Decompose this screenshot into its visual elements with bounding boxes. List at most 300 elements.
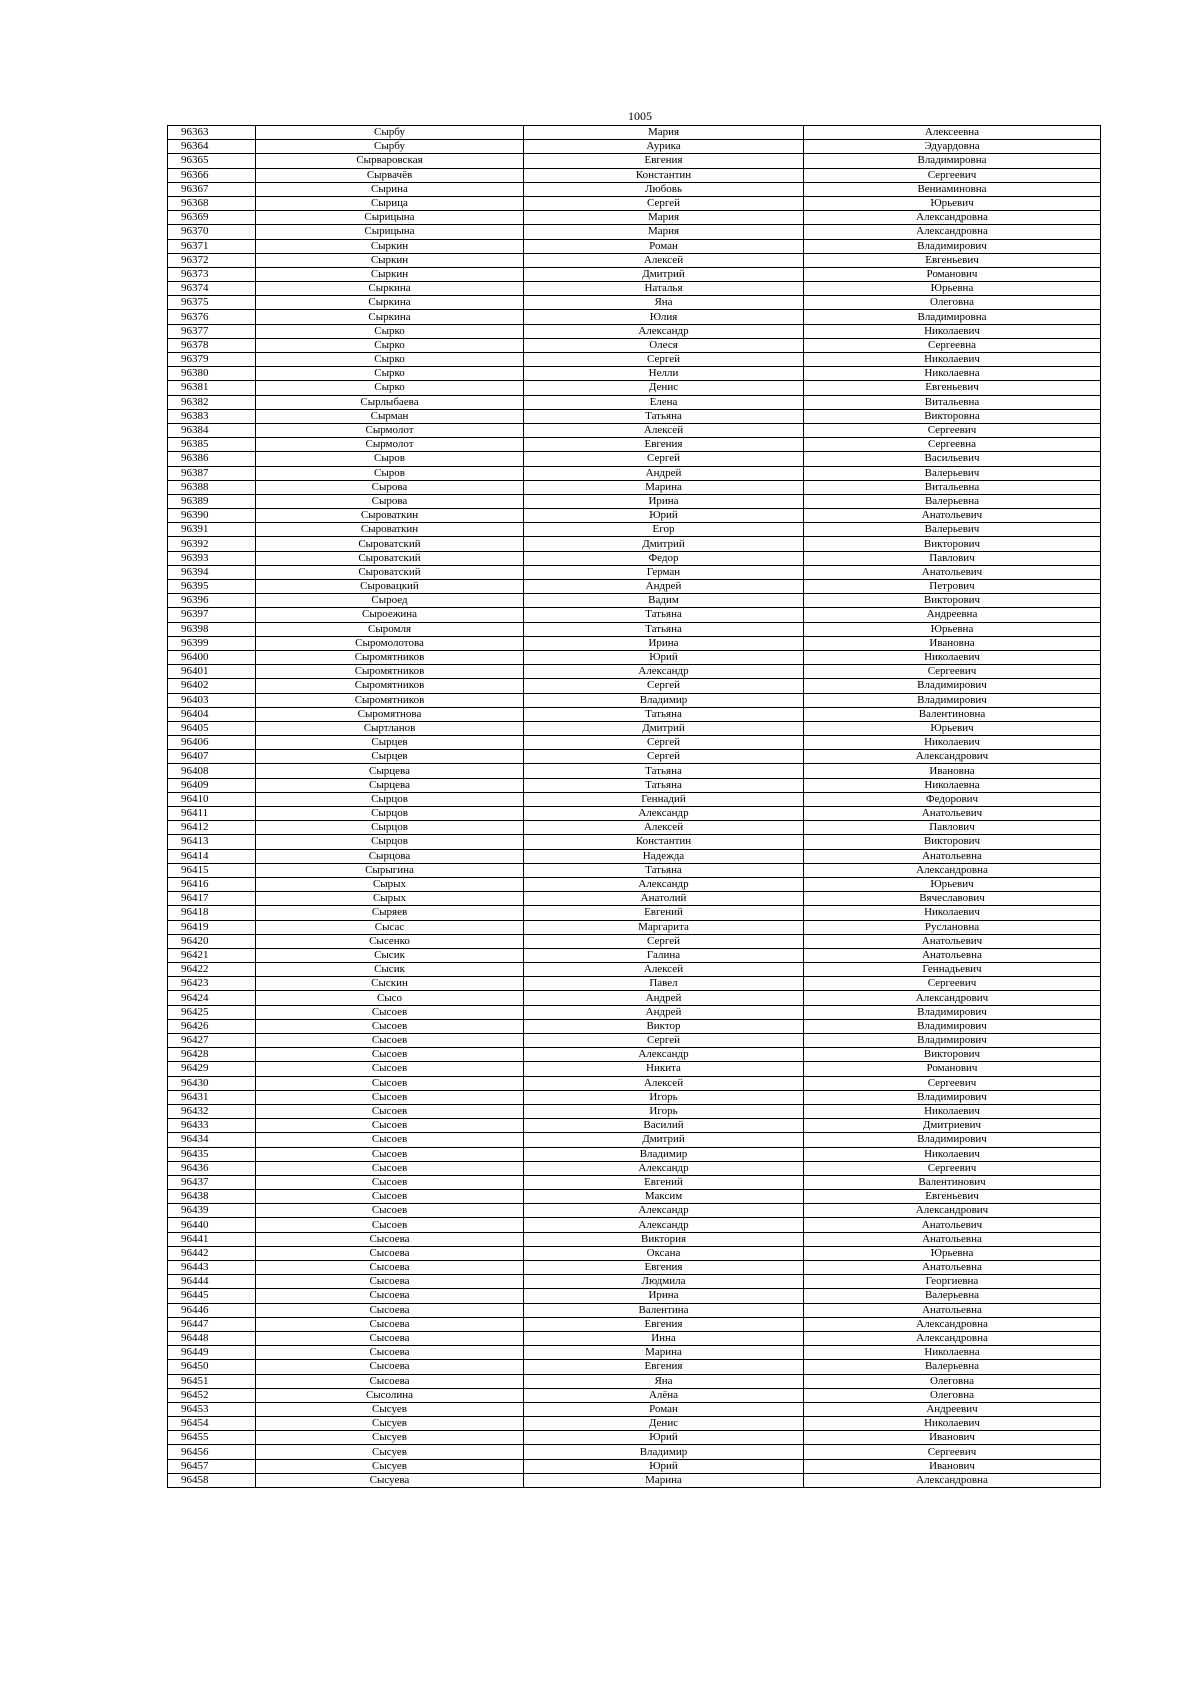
first-name-cell: Юрий [524,1431,804,1445]
table-row [168,296,1101,310]
first-name-cell: Марина [524,1346,804,1360]
table-row [168,750,1101,764]
row-number-cell: 96363 [168,126,256,140]
table-row [168,1119,1101,1133]
table-row [168,381,1101,395]
first-name-cell: Егор [524,523,804,537]
table-row [168,1161,1101,1175]
table-row [168,906,1101,920]
row-number-cell: 96413 [168,835,256,849]
first-name-cell: Сергей [524,934,804,948]
row-number-cell: 96422 [168,963,256,977]
row-number-cell: 96420 [168,934,256,948]
first-name-cell: Евгения [524,154,804,168]
table-row [168,1303,1101,1317]
patronymic-cell: Анатольевна [804,1232,1101,1246]
surname-cell: Сырко [256,367,524,381]
table-row [168,452,1101,466]
first-name-cell: Ирина [524,494,804,508]
row-number-cell: 96405 [168,721,256,735]
surname-cell: Сырцев [256,750,524,764]
surname-cell: Сысас [256,920,524,934]
surname-cell: Сырцова [256,849,524,863]
first-name-cell: Алёна [524,1388,804,1402]
first-name-cell: Мария [524,225,804,239]
surname-cell: Сыромятников [256,693,524,707]
surname-cell: Сысоев [256,1190,524,1204]
surname-cell: Сырмолот [256,438,524,452]
table-row [168,622,1101,636]
surname-cell: Сыров [256,466,524,480]
row-number-cell: 96415 [168,863,256,877]
table-row [168,338,1101,352]
row-number-cell: 96424 [168,991,256,1005]
first-name-cell: Марина [524,1473,804,1487]
table-row [168,523,1101,537]
patronymic-cell: Юрьевна [804,282,1101,296]
patronymic-cell: Николаевич [804,650,1101,664]
first-name-cell: Людмила [524,1275,804,1289]
table-row [168,835,1101,849]
row-number-cell: 96421 [168,948,256,962]
patronymic-cell: Владимирович [804,1090,1101,1104]
first-name-cell: Василий [524,1119,804,1133]
row-number-cell: 96431 [168,1090,256,1104]
patronymic-cell: Юрьевич [804,721,1101,735]
first-name-cell: Алексей [524,1076,804,1090]
row-number-cell: 96449 [168,1346,256,1360]
patronymic-cell: Ивановна [804,636,1101,650]
table-row [168,1374,1101,1388]
surname-cell: Сыромятников [256,650,524,664]
surname-cell: Сыроватский [256,565,524,579]
row-number-cell: 96443 [168,1261,256,1275]
first-name-cell: Надежда [524,849,804,863]
patronymic-cell: Николаевна [804,778,1101,792]
row-number-cell: 96380 [168,367,256,381]
patronymic-cell: Викторович [804,594,1101,608]
patronymic-cell: Павлович [804,551,1101,565]
surname-cell: Сысоева [256,1261,524,1275]
surname-cell: Сырко [256,353,524,367]
surname-cell: Сыскин [256,977,524,991]
surname-cell: Сысоев [256,1076,524,1090]
surname-cell: Сысоева [256,1374,524,1388]
patronymic-cell: Анатольевич [804,565,1101,579]
first-name-cell: Александр [524,807,804,821]
row-number-cell: 96388 [168,480,256,494]
row-number-cell: 96430 [168,1076,256,1090]
surname-cell: Сысолина [256,1388,524,1402]
table-row [168,1317,1101,1331]
table-row [168,1090,1101,1104]
patronymic-cell: Николаевич [804,736,1101,750]
row-number-cell: 96444 [168,1275,256,1289]
surname-cell: Сырцов [256,821,524,835]
row-number-cell: 96406 [168,736,256,750]
patronymic-cell: Федорович [804,792,1101,806]
table-row [168,1445,1101,1459]
surname-cell: Сысоева [256,1360,524,1374]
row-number-cell: 96427 [168,1034,256,1048]
patronymic-cell: Юрьевич [804,196,1101,210]
patronymic-cell: Иванович [804,1431,1101,1445]
row-number-cell: 96389 [168,494,256,508]
patronymic-cell: Алексеевна [804,126,1101,140]
first-name-cell: Сергей [524,452,804,466]
first-name-cell: Юлия [524,310,804,324]
first-name-cell: Владимир [524,1445,804,1459]
first-name-cell: Евгения [524,1317,804,1331]
surname-cell: Сысоев [256,1133,524,1147]
row-number-cell: 96450 [168,1360,256,1374]
first-name-cell: Инна [524,1331,804,1345]
page-number: 1005 [628,109,652,123]
first-name-cell: Александр [524,1218,804,1232]
row-number-cell: 96373 [168,267,256,281]
first-name-cell: Андрей [524,1005,804,1019]
surname-cell: Сыроваткин [256,509,524,523]
surname-cell: Сысуев [256,1431,524,1445]
first-name-cell: Владимир [524,1147,804,1161]
table-row [168,551,1101,565]
first-name-cell: Любовь [524,182,804,196]
patronymic-cell: Николаевич [804,353,1101,367]
surname-cell: Сысуев [256,1445,524,1459]
first-name-cell: Алексей [524,821,804,835]
table-row [168,438,1101,452]
patronymic-cell: Владимировна [804,310,1101,324]
table-row [168,721,1101,735]
row-number-cell: 96393 [168,551,256,565]
row-number-cell: 96411 [168,807,256,821]
patronymic-cell: Николаевич [804,906,1101,920]
surname-cell: Сысоева [256,1346,524,1360]
table-row [168,239,1101,253]
patronymic-cell: Павлович [804,821,1101,835]
surname-cell: Сырцева [256,764,524,778]
patronymic-cell: Дмитриевич [804,1119,1101,1133]
surname-cell: Сыркина [256,310,524,324]
surname-cell: Сырыгина [256,863,524,877]
row-number-cell: 96426 [168,1019,256,1033]
row-number-cell: 96391 [168,523,256,537]
patronymic-cell: Романович [804,267,1101,281]
patronymic-cell: Владимирович [804,679,1101,693]
surname-cell: Сыроватский [256,551,524,565]
surname-cell: Сысо [256,991,524,1005]
table-row [168,494,1101,508]
first-name-cell: Галина [524,948,804,962]
first-name-cell: Константин [524,835,804,849]
surname-cell: Сысоева [256,1246,524,1260]
patronymic-cell: Эдуардовна [804,140,1101,154]
first-name-cell: Татьяна [524,622,804,636]
patronymic-cell: Владимирович [804,1133,1101,1147]
table-row [168,324,1101,338]
first-name-cell: Маргарита [524,920,804,934]
surname-cell: Сырицына [256,211,524,225]
table-row [168,537,1101,551]
patronymic-cell: Сергеевич [804,1445,1101,1459]
table-row [168,736,1101,750]
surname-cell: Сысуев [256,1417,524,1431]
table-row [168,1261,1101,1275]
row-number-cell: 96383 [168,409,256,423]
first-name-cell: Татьяна [524,608,804,622]
table-row [168,154,1101,168]
patronymic-cell: Александровна [804,225,1101,239]
patronymic-cell: Сергеевич [804,1161,1101,1175]
table-row [168,509,1101,523]
row-number-cell: 96398 [168,622,256,636]
table-row [168,1034,1101,1048]
table-row [168,367,1101,381]
table-row [168,409,1101,423]
row-number-cell: 96458 [168,1473,256,1487]
surname-cell: Сысоева [256,1317,524,1331]
surname-cell: Сырица [256,196,524,210]
row-number-cell: 96452 [168,1388,256,1402]
surname-cell: Сыроед [256,594,524,608]
patronymic-cell: Александровна [804,211,1101,225]
surname-cell: Сысоев [256,1019,524,1033]
row-number-cell: 96386 [168,452,256,466]
patronymic-cell: Анатольевич [804,807,1101,821]
table-row [168,1246,1101,1260]
patronymic-cell: Сергеевна [804,438,1101,452]
row-number-cell: 96428 [168,1048,256,1062]
patronymic-cell: Ивановна [804,764,1101,778]
table-row [168,792,1101,806]
first-name-cell: Сергей [524,736,804,750]
first-name-cell: Александр [524,1204,804,1218]
patronymic-cell: Викторович [804,537,1101,551]
patronymic-cell: Сергеевич [804,665,1101,679]
patronymic-cell: Романович [804,1062,1101,1076]
row-number-cell: 96416 [168,877,256,891]
patronymic-cell: Викторович [804,835,1101,849]
table-row [168,1133,1101,1147]
first-name-cell: Мария [524,211,804,225]
surname-cell: Сысоев [256,1147,524,1161]
surname-cell: Сыромятников [256,679,524,693]
patronymic-cell: Александрович [804,991,1101,1005]
row-number-cell: 96407 [168,750,256,764]
table-row [168,693,1101,707]
first-name-cell: Евгения [524,1261,804,1275]
row-number-cell: 96429 [168,1062,256,1076]
surname-cell: Сысоева [256,1289,524,1303]
names-table-body [168,126,1101,1488]
surname-cell: Сысуев [256,1459,524,1473]
surname-cell: Сысоев [256,1005,524,1019]
surname-cell: Сыроватский [256,537,524,551]
patronymic-cell: Валерьевна [804,1289,1101,1303]
patronymic-cell: Викторовна [804,409,1101,423]
patronymic-cell: Анатольевна [804,948,1101,962]
table-row [168,920,1101,934]
patronymic-cell: Николаевич [804,324,1101,338]
table-row [168,1459,1101,1473]
first-name-cell: Денис [524,381,804,395]
surname-cell: Сыроежина [256,608,524,622]
first-name-cell: Валентина [524,1303,804,1317]
table-row [168,225,1101,239]
table-row [168,1147,1101,1161]
table-row [168,1232,1101,1246]
table-row [168,665,1101,679]
first-name-cell: Виктория [524,1232,804,1246]
row-number-cell: 96440 [168,1218,256,1232]
row-number-cell: 96441 [168,1232,256,1246]
table-row [168,267,1101,281]
patronymic-cell: Анатольевна [804,1261,1101,1275]
first-name-cell: Татьяна [524,707,804,721]
row-number-cell: 96447 [168,1317,256,1331]
table-row [168,807,1101,821]
surname-cell: Сысоева [256,1331,524,1345]
surname-cell: Сыровацкий [256,580,524,594]
row-number-cell: 96433 [168,1119,256,1133]
patronymic-cell: Валентинович [804,1175,1101,1189]
row-number-cell: 96366 [168,168,256,182]
first-name-cell: Виктор [524,1019,804,1033]
surname-cell: Сысоев [256,1175,524,1189]
patronymic-cell: Владимирович [804,1034,1101,1048]
row-number-cell: 96364 [168,140,256,154]
surname-cell: Сысоев [256,1090,524,1104]
first-name-cell: Евгений [524,906,804,920]
patronymic-cell: Юрьевна [804,1246,1101,1260]
patronymic-cell: Валерьевна [804,1360,1101,1374]
first-name-cell: Дмитрий [524,1133,804,1147]
first-name-cell: Александр [524,1161,804,1175]
table-row [168,821,1101,835]
surname-cell: Сысоев [256,1218,524,1232]
table-row [168,1019,1101,1033]
patronymic-cell: Валерьевич [804,523,1101,537]
surname-cell: Сырова [256,480,524,494]
row-number-cell: 96379 [168,353,256,367]
patronymic-cell: Олеговна [804,1374,1101,1388]
row-number-cell: 96454 [168,1417,256,1431]
surname-cell: Сырицына [256,225,524,239]
table-row [168,1190,1101,1204]
patronymic-cell: Юрьевна [804,622,1101,636]
surname-cell: Сысоев [256,1062,524,1076]
surname-cell: Сырцов [256,792,524,806]
row-number-cell: 96425 [168,1005,256,1019]
row-number-cell: 96368 [168,196,256,210]
first-name-cell: Сергей [524,679,804,693]
surname-cell: Сырбу [256,126,524,140]
table-row [168,1048,1101,1062]
row-number-cell: 96400 [168,650,256,664]
patronymic-cell: Витальевна [804,480,1101,494]
patronymic-cell: Иванович [804,1459,1101,1473]
patronymic-cell: Владимировна [804,154,1101,168]
table-row [168,168,1101,182]
patronymic-cell: Владимирович [804,1005,1101,1019]
row-number-cell: 96384 [168,423,256,437]
surname-cell: Сысоева [256,1303,524,1317]
first-name-cell: Яна [524,296,804,310]
patronymic-cell: Евгеньевич [804,1190,1101,1204]
surname-cell: Сысоев [256,1048,524,1062]
patronymic-cell: Анатольевна [804,1303,1101,1317]
first-name-cell: Никита [524,1062,804,1076]
surname-cell: Сыряев [256,906,524,920]
first-name-cell: Максим [524,1190,804,1204]
first-name-cell: Дмитрий [524,721,804,735]
surname-cell: Сысенко [256,934,524,948]
patronymic-cell: Андреевна [804,608,1101,622]
surname-cell: Сыркина [256,296,524,310]
surname-cell: Сырина [256,182,524,196]
table-row [168,1388,1101,1402]
first-name-cell: Татьяна [524,409,804,423]
surname-cell: Сыркин [256,239,524,253]
patronymic-cell: Евгеньевич [804,253,1101,267]
row-number-cell: 96417 [168,892,256,906]
table-row [168,1331,1101,1345]
row-number-cell: 96442 [168,1246,256,1260]
row-number-cell: 96396 [168,594,256,608]
first-name-cell: Герман [524,565,804,579]
row-number-cell: 96412 [168,821,256,835]
first-name-cell: Сергей [524,1034,804,1048]
surname-cell: Сырых [256,892,524,906]
patronymic-cell: Владимирович [804,239,1101,253]
surname-cell: Сырмолот [256,423,524,437]
first-name-cell: Александр [524,1048,804,1062]
table-row [168,707,1101,721]
first-name-cell: Юрий [524,650,804,664]
table-row [168,764,1101,778]
row-number-cell: 96437 [168,1175,256,1189]
patronymic-cell: Николаевна [804,367,1101,381]
patronymic-cell: Сергеевич [804,168,1101,182]
table-row [168,679,1101,693]
patronymic-cell: Владимирович [804,693,1101,707]
row-number-cell: 96392 [168,537,256,551]
first-name-cell: Евгения [524,438,804,452]
first-name-cell: Ирина [524,636,804,650]
first-name-cell: Ирина [524,1289,804,1303]
surname-cell: Сырых [256,877,524,891]
first-name-cell: Александр [524,877,804,891]
row-number-cell: 96456 [168,1445,256,1459]
row-number-cell: 96410 [168,792,256,806]
first-name-cell: Оксана [524,1246,804,1260]
table-row [168,480,1101,494]
patronymic-cell: Николаевич [804,1417,1101,1431]
table-row [168,892,1101,906]
table-row [168,126,1101,140]
surname-cell: Сысоев [256,1034,524,1048]
surname-cell: Сырцов [256,807,524,821]
surname-cell: Сысоева [256,1232,524,1246]
patronymic-cell: Георгиевна [804,1275,1101,1289]
first-name-cell: Роман [524,1402,804,1416]
row-number-cell: 96371 [168,239,256,253]
table-row [168,182,1101,196]
surname-cell: Сысоев [256,1161,524,1175]
first-name-cell: Дмитрий [524,537,804,551]
row-number-cell: 96378 [168,338,256,352]
patronymic-cell: Васильевич [804,452,1101,466]
